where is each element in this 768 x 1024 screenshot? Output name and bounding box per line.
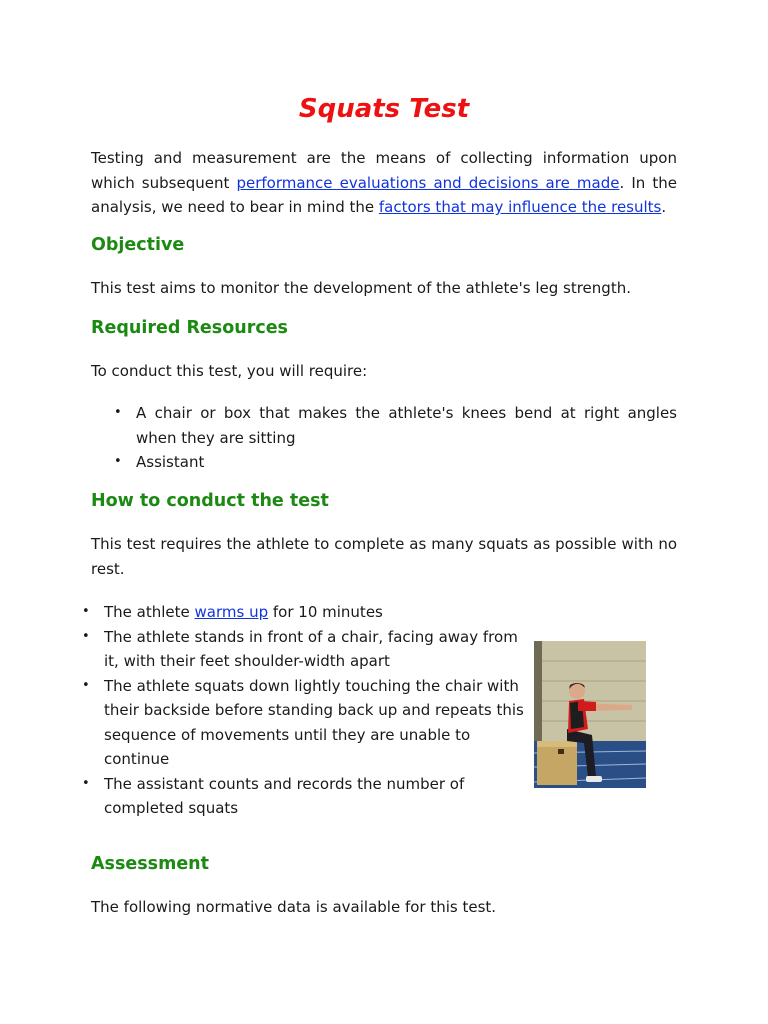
intro-paragraph bbox=[91, 146, 677, 220]
assessment-heading: Assessment bbox=[91, 854, 210, 874]
performance-evaluations-link[interactable]: performance evaluations and decisions are made bbox=[236, 173, 620, 192]
step-text: The athlete squats down lightly touching the chair with their backside before standing back up and repeats this sequence of movements until they are unable to continue bbox=[104, 676, 524, 768]
step-text: for 10 minutes bbox=[268, 603, 383, 621]
resource-item-text: Assistant bbox=[136, 453, 205, 471]
objective-heading: Objective bbox=[91, 235, 185, 255]
step-text: The athlete bbox=[104, 603, 195, 621]
list-item bbox=[114, 401, 677, 450]
step-text: The athlete stands in front of a chair, facing away from it, with their feet shoulder-width apart bbox=[104, 627, 518, 670]
bullet: • bbox=[114, 454, 122, 469]
resources-intro: To conduct this test, you will require: bbox=[91, 362, 368, 380]
howto-heading: How to conduct the test bbox=[91, 491, 329, 511]
bullet: • bbox=[114, 405, 122, 420]
influence-factors-link[interactable]: factors that may influence the results bbox=[378, 198, 662, 216]
list-item bbox=[82, 674, 530, 772]
bullet: • bbox=[82, 604, 90, 619]
resources-heading: Required Resources bbox=[91, 318, 288, 338]
bullet: • bbox=[82, 677, 90, 693]
bullet: • bbox=[82, 628, 90, 644]
warms-up-link[interactable]: warms up bbox=[194, 603, 269, 621]
page-title: Squats Test bbox=[298, 94, 470, 124]
list-item bbox=[114, 450, 677, 475]
bullet: • bbox=[82, 775, 90, 791]
list-item bbox=[82, 600, 530, 625]
list-item bbox=[82, 625, 530, 674]
howto-intro: This test requires the athlete to complete as many squats as possible with no rest. bbox=[91, 535, 677, 578]
intro-text-end: . bbox=[661, 198, 667, 216]
intro-text: Testing and measurement are the means of collecting information upon which subsequent bbox=[91, 149, 677, 192]
intro-text-middle: . In the analysis, we need to bear in mind the bbox=[91, 173, 678, 216]
list-item bbox=[82, 772, 530, 821]
step-text: The assistant counts and records the number of completed squats bbox=[104, 774, 465, 817]
steps-list bbox=[82, 600, 530, 821]
resources-list bbox=[114, 401, 677, 475]
resource-item-text: A chair or box that makes the athlete's knees bend at right angles when they are sitting bbox=[136, 404, 677, 447]
squat-photo bbox=[534, 641, 646, 788]
objective-text: This test aims to monitor the development of the athlete's leg strength. bbox=[91, 279, 631, 297]
assessment-text: The following normative data is available for this test. bbox=[91, 898, 497, 916]
